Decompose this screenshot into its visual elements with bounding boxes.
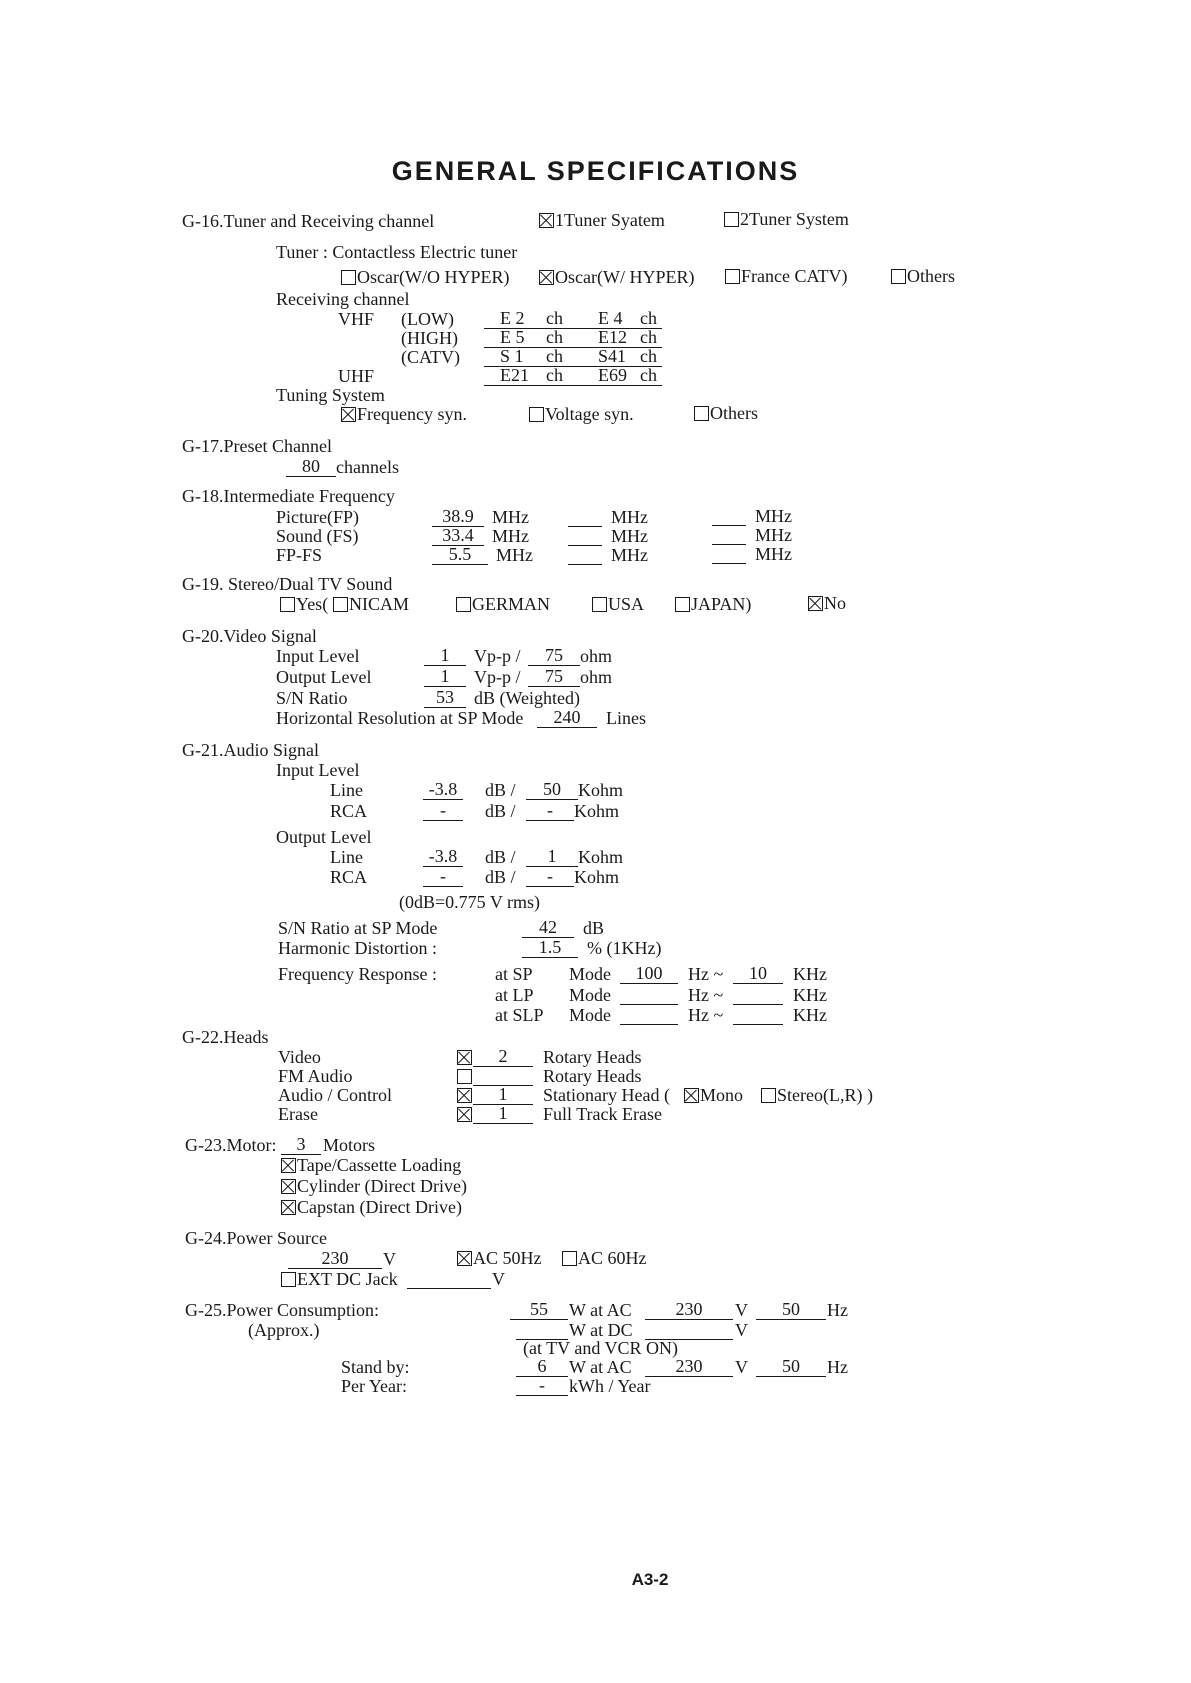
if-blank [712,524,746,545]
head-count: 1 [473,1103,533,1124]
if-row-value: 5.5 [432,544,488,565]
audio-sn-unit: dB [583,918,605,938]
fr-mode-word: Mode [569,1005,611,1025]
g16-tuner-option-checkbox[interactable] [891,269,906,284]
standby-volts: 230 [645,1356,733,1377]
band-to: S41 [598,346,627,366]
head-desc: Stationary Head ( [543,1085,670,1105]
g25-note: (at TV and VCR ON) [523,1338,678,1358]
ac50-checkbox[interactable] [457,1251,472,1266]
standby-watts: 6 [516,1356,568,1377]
motor-item-label: Capstan (Direct Drive) [297,1197,462,1217]
video-input-level: 1 [424,645,466,666]
ac60-label: AC 60Hz [578,1248,647,1268]
video-input-label: Input Level [276,646,360,666]
if-row-label: Sound (FS) [276,526,359,546]
band-from: S 1 [500,346,524,366]
tuning-option-label: Voltage syn. [545,404,634,424]
if-unit: MHz [496,545,533,565]
band-name: (HIGH) [401,328,458,348]
video-input-imp: 75 [528,645,580,666]
if-unit: MHz [492,507,529,527]
tuning-option-checkbox[interactable] [694,406,709,421]
vhf-label: VHF [338,309,375,329]
fr-high [733,1004,783,1025]
band-unit: ch [546,346,563,366]
if-blank [568,544,602,565]
if-unit: MHz [755,544,792,564]
tuning-system-label: Tuning System [276,385,385,405]
band-from: E21 [500,365,529,385]
if-row-value: 33.4 [432,525,484,546]
g18-heading: G-18.Intermediate Frequency [182,486,395,506]
dc-volts [645,1319,733,1340]
g19-option-checkbox[interactable] [592,597,607,612]
head-label: Erase [278,1104,318,1124]
if-unit: MHz [611,526,648,546]
audio-input-label: Input Level [276,760,360,780]
band-unit: ch [546,365,563,385]
db-unit: dB / [485,867,516,887]
head-checkbox[interactable] [457,1069,472,1084]
volt-unit: V [735,1300,748,1320]
g24-heading: G-24.Power Source [185,1228,327,1248]
band-from: E 2 [500,308,525,328]
receiving-channel-label: Receiving channel [276,289,410,309]
g16-tuner-option-checkbox[interactable] [725,269,740,284]
kohm-unit: Kohm [574,801,619,821]
motor-item-label: Tape/Cassette Loading [297,1155,462,1175]
ac-hz: 50 [756,1299,826,1320]
g19-option-checkbox[interactable] [333,597,348,612]
page-title: GENERAL SPECIFICATIONS [391,156,800,186]
head-desc: Rotary Heads [543,1066,642,1086]
ext-dc-value [407,1268,491,1289]
fr-low [620,984,678,1005]
ac50-label: AC 50Hz [473,1248,542,1268]
motor-checkbox[interactable] [281,1179,296,1194]
mono-checkbox[interactable] [684,1088,699,1103]
motor-checkbox[interactable] [281,1158,296,1173]
band-unit: ch [546,327,563,347]
g20-heading: G-20.Video Signal [182,626,317,646]
stereo-label: Stereo(L,R) ) [777,1085,873,1105]
g19-option-label: Yes( [296,594,329,614]
g19-option-label: NICAM [349,594,410,614]
standby-hz: 50 [756,1356,826,1377]
head-checkbox[interactable] [457,1088,472,1103]
audio-row-imp: 50 [526,779,578,800]
volt-unit: V [735,1320,748,1340]
g21-heading: G-21.Audio Signal [182,740,319,760]
if-unit: MHz [492,526,529,546]
g23-heading: G-23.Motor: [185,1135,277,1155]
if-row-label: Picture(FP) [276,507,359,527]
kohm-unit: Kohm [578,847,623,867]
fr-mode: at SP [495,964,533,984]
fr-khz: KHz [793,985,827,1005]
motor-unit: Motors [323,1135,376,1155]
head-desc: Full Track Erase [543,1104,662,1124]
ext-dc-label: EXT DC Jack [297,1269,398,1289]
audio-row-imp: - [526,800,574,821]
head-checkbox[interactable] [457,1050,472,1065]
audio-row-db: -3.8 [423,779,463,800]
hres-unit: Lines [606,708,646,728]
volt-unit: V [492,1269,505,1289]
hz-unit: Hz [827,1300,848,1320]
fr-khz: KHz [793,964,827,984]
g16-tuner-option-label: France CATV) [741,266,848,286]
g16-tuner-option-label: Oscar(W/ HYPER) [555,267,695,287]
g19-option-label: JAPAN) [691,594,752,614]
fr-mode-word: Mode [569,985,611,1005]
page-number: A3-2 [631,1570,669,1589]
audio-row-db: -3.8 [423,846,463,867]
fr-mode: at LP [495,985,534,1005]
hres-label: Horizontal Resolution at SP Mode [276,708,524,728]
video-sn-value: 53 [424,687,466,708]
audio-row-label: RCA [330,801,368,821]
audio-row-label: Line [330,847,363,867]
preset-channel-value: 80 [286,456,336,477]
video-sn-unit: dB (Weighted) [474,688,581,708]
head-label: FM Audio [278,1066,353,1086]
audio-row-imp: 1 [526,846,578,867]
mono-label: Mono [700,1085,744,1105]
ac-watts: 55 [510,1299,568,1320]
head-count: 1 [473,1084,533,1105]
band-from: E 5 [500,327,525,347]
fr-high [733,984,783,1005]
g16-tuner-option-label: Oscar(W/O HYPER) [357,267,510,287]
band-range [484,308,662,329]
g19-option-checkbox[interactable] [808,596,823,611]
if-blank [712,505,746,526]
g16-tuner-system-label: 2Tuner System [740,209,849,229]
band-range [484,346,662,367]
preset-channel-unit: channels [336,457,399,477]
hres-value: 240 [537,707,597,728]
g19-option-label: GERMAN [472,594,551,614]
ohm-unit: ohm [580,667,613,687]
per-year-unit: kWh / Year [569,1376,651,1396]
audio-row-imp: - [526,866,574,887]
band-unit: ch [640,327,657,347]
ext-dc-checkbox[interactable] [281,1272,296,1287]
band-to: E 4 [598,308,623,328]
motor-count: 3 [281,1134,321,1155]
g16-tuner-option-checkbox[interactable] [341,270,356,285]
g16-tuner-system-checkbox[interactable] [724,212,739,227]
fr-mode: at SLP [495,1005,544,1025]
standby-label: Stand by: [341,1357,410,1377]
head-checkbox[interactable] [457,1107,472,1122]
kohm-unit: Kohm [574,867,619,887]
audio-sn-label: S/N Ratio at SP Mode [278,918,438,938]
audio-output-label: Output Level [276,827,372,847]
audio-row-label: Line [330,780,363,800]
if-unit: MHz [611,507,648,527]
if-blank [568,506,602,527]
band-unit: ch [640,365,657,385]
video-output-label: Output Level [276,667,372,687]
ohm-unit: ohm [580,646,613,666]
audio-sn-value: 42 [522,917,574,938]
fr-high: 10 [733,963,783,984]
thd-value: 1.5 [522,937,578,958]
g22-heading: G-22.Heads [182,1027,269,1047]
volt-unit: V [383,1249,396,1269]
w-at-dc: W at DC [569,1320,633,1340]
fr-mode-word: Mode [569,964,611,984]
g16-tuner-system-checkbox[interactable] [539,213,554,228]
g19-heading: G-19. Stereo/Dual TV Sound [182,574,393,594]
stereo-checkbox[interactable] [761,1088,776,1103]
video-output-imp: 75 [528,666,580,687]
head-label: Audio / Control [278,1085,393,1105]
ac-volts: 230 [645,1299,733,1320]
if-unit: MHz [611,545,648,565]
g19-option-checkbox[interactable] [675,597,690,612]
fr-low: 100 [620,963,678,984]
g25-heading: G-25.Power Consumption: [185,1300,380,1320]
g17-heading: G-17.Preset Channel [182,436,332,456]
db-unit: dB / [485,847,516,867]
band-unit: ch [640,308,657,328]
db-unit: dB / [485,780,516,800]
thd-label: Harmonic Distortion : [278,938,437,958]
ac60-checkbox[interactable] [562,1251,577,1266]
tuning-option-checkbox[interactable] [341,407,356,422]
tuning-option-label: Frequency syn. [357,404,467,424]
dc-watts [516,1319,568,1340]
supply-voltage: 230 [288,1248,382,1269]
db-unit: dB / [485,801,516,821]
g16-heading: G-16.Tuner and Receiving channel [182,211,435,231]
g19-option-checkbox[interactable] [280,597,295,612]
vpp-unit: Vp-p / [474,646,521,666]
audio-ref-note: (0dB=0.775 V rms) [399,892,540,912]
tuning-option-checkbox[interactable] [529,407,544,422]
audio-row-db: - [423,800,463,821]
fr-low [620,1004,678,1025]
fr-hz: Hz ~ [688,964,724,984]
per-year-value: - [516,1375,568,1396]
volt-unit: V [735,1357,748,1377]
head-count [473,1065,533,1086]
motor-item-label: Cylinder (Direct Drive) [297,1176,467,1196]
tuning-option-label: Others [710,403,758,423]
if-row-label: FP-FS [276,545,323,565]
band-name: (LOW) [401,309,454,329]
if-blank [568,525,602,546]
hz-unit: Hz [827,1357,848,1377]
band-unit: ch [546,308,563,328]
video-output-level: 1 [424,666,466,687]
video-sn-label: S/N Ratio [276,688,348,708]
fr-label: Frequency Response : [278,964,437,984]
band-range [484,327,662,348]
band-to: E69 [598,365,627,385]
g16-tuner-option-label: Others [907,266,955,286]
head-count: 2 [473,1046,533,1067]
band-name: (CATV) [401,347,460,367]
g16-tuner-option-checkbox[interactable] [539,270,554,285]
band-unit: ch [640,346,657,366]
band-to: E12 [598,327,627,347]
fr-hz: Hz ~ [688,985,724,1005]
fr-hz: Hz ~ [688,1005,724,1025]
g16-tuner-system-label: 1Tuner Syatem [555,210,665,230]
kohm-unit: Kohm [578,780,623,800]
w-at-ac: W at AC [569,1300,632,1320]
band-range [484,365,662,386]
g16-tuner-line: Tuner : Contactless Electric tuner [276,242,518,262]
w-at-ac: W at AC [569,1357,632,1377]
g19-option-checkbox[interactable] [456,597,471,612]
vpp-unit: Vp-p / [474,667,521,687]
if-blank [712,543,746,564]
thd-unit: % (1KHz) [587,938,662,958]
g19-option-label: USA [608,594,645,614]
audio-row-db: - [423,866,463,887]
if-unit: MHz [755,525,792,545]
head-label: Video [278,1047,321,1067]
head-desc: Rotary Heads [543,1047,642,1067]
uhf-label: UHF [338,366,375,386]
g19-option-label: No [824,593,846,613]
if-unit: MHz [755,506,792,526]
if-row-value: 38.9 [432,506,484,527]
motor-checkbox[interactable] [281,1200,296,1215]
per-year-label: Per Year: [341,1376,407,1396]
fr-khz: KHz [793,1005,827,1025]
g25-approx: (Approx.) [248,1320,320,1340]
audio-row-label: RCA [330,867,368,887]
